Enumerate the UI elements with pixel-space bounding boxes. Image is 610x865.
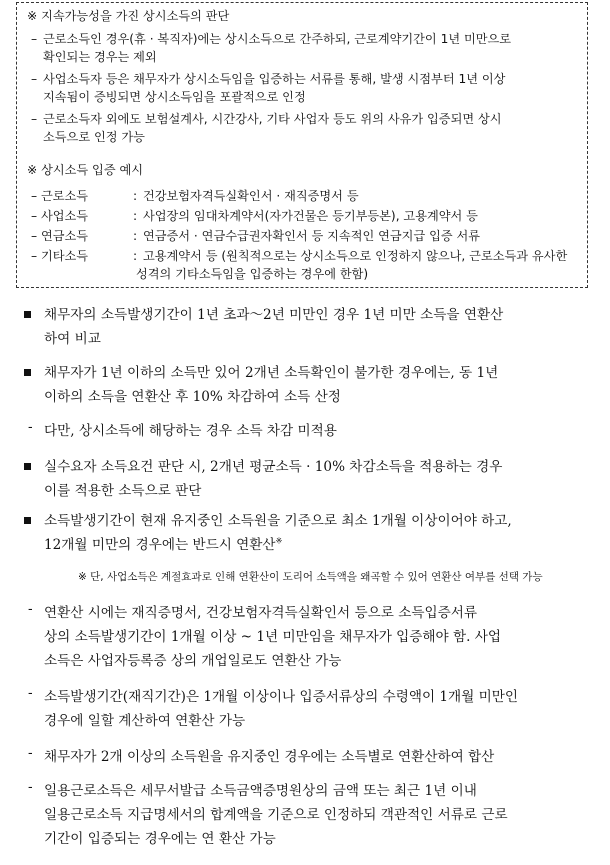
example-value: 연금증서 · 연금수급권자확인서 등 지속적인 연금지급 입증 서류 (142, 229, 481, 243)
bullet-square-icon (24, 463, 31, 470)
footnote-marker: ※ (275, 536, 283, 546)
example-key: 사업소득 (40, 209, 89, 223)
example-value: 고용계약서 등 (원칙적으로는 상시소득으로 인정하지 않으나, 근로소득과 유사한 (142, 249, 568, 263)
dash-marker: - (28, 419, 33, 435)
box-item-line: 지속됨이 증빙되면 상시소득임을 포괄적으로 인정 (43, 90, 306, 104)
bullet-text: 채무자가 1년 이하의 소득만 있어 2개년 소득확인이 불가한 경우에는, 동 1년 (44, 365, 499, 381)
example-value: 사업장의 임대차계약서(자가건물은 등기부등본), 고용계약서 등 (142, 209, 478, 223)
dash-marker: – (31, 32, 38, 46)
box-item-line: 근로소득자 외에도 보험설계사, 시간강사, 기타 사업자 등도 위의 사유가 입증되면 상시 (43, 112, 502, 126)
dash-text: 연환산 시에는 재직증명서, 건강보험자격득실확인서 등으로 소득입증서류 (44, 605, 478, 621)
example-continuation: 성격의 기타소득임을 입증하는 경우에 한함) (136, 267, 369, 281)
bullet-text: 이를 적용한 소득으로 판단 (44, 483, 202, 499)
dash-text: 일용근로소득 지급명세서의 합계액을 기준으로 인정하되 객관적인 서류로 근로 (44, 807, 508, 823)
bullet-text: 채무자의 소득발생기간이 1년 초과～2년 미만인 경우 1년 미만 소득을 연환산 (44, 307, 504, 323)
dash-marker: - (28, 745, 33, 761)
box-item-line: 사업소득자 등은 채무자가 상시소득임을 입증하는 서류를 통해, 발생 시점부터 1년 이상 (43, 72, 506, 86)
bullet-text: 하여 비교 (44, 331, 101, 347)
dash-marker: - (28, 601, 33, 617)
dash-text: 경우에 일할 계산하여 연환산 가능 (44, 713, 246, 729)
box-heading-examples: ※ 상시소득 입증 예시 (27, 163, 144, 177)
dash-marker: - (28, 685, 33, 701)
box-item-line: 근로소득인 경우(휴 · 복직자)에는 상시소득으로 간주하되, 근로계약기간이 1년 미만으로 (43, 32, 512, 46)
dash-text: 소득발생기간(재직기간)은 1개월 이상이나 입증서류상의 수령액이 1개월 미만인 (44, 689, 519, 705)
dash-text: 기간이 입증되는 경우에는 연 환산 가능 (44, 831, 276, 847)
bullet-text-line: 12개월 미만의 경우에는 반드시 연환산 (44, 537, 276, 553)
dash-text: 상의 소득발생기간이 1개월 이상 ~ 1년 미만임을 채무자가 입증해야 함. 사업 (44, 629, 502, 645)
dash-marker: – (31, 112, 38, 126)
example-row: – 사업소득 : 사업장의 임대차계약서(자가건물은 등기부등본), 고용계약서 등 (31, 209, 478, 223)
box-item-line: 소득으로 인정 가능 (43, 130, 145, 144)
bullet-text: 이하의 소득을 연환산 후 10% 차감하여 소득 산정 (44, 389, 341, 405)
example-row: – 연금소득 : 연금증서 · 연금수급권자확인서 등 지속적인 연금지급 입증 서류 (31, 229, 481, 243)
bullet-text (44, 533, 282, 553)
dash-marker: - (28, 779, 33, 795)
dash-text: 소득은 사업자등록증 상의 개업일로도 연환산 가능 (44, 653, 342, 669)
bullet-square-icon (24, 311, 31, 318)
example-key: 기타소득 (40, 249, 89, 263)
bullet-square-icon (24, 369, 31, 376)
example-key: 연금소득 (40, 229, 89, 243)
footnote-text: ※ 단, 사업소득은 계절효과로 인해 연환산이 도리어 소득액을 왜곡할 수 있어 연환산 여부를 선택 가능 (78, 571, 543, 583)
example-value: 건강보험자격득실확인서 · 재직증명서 등 (142, 189, 359, 203)
note-box (16, 2, 588, 288)
box-item-line: 확인되는 경우는 제외 (43, 50, 157, 64)
bullet-square-icon (24, 517, 31, 524)
example-row: – 기타소득 : 고용계약서 등 (원칙적으로는 상시소득으로 인정하지 않으나, 근로소득과 유사한 (31, 249, 568, 263)
box-heading-sustainability: ※ 지속가능성을 가진 상시소득의 판단 (27, 9, 230, 23)
dash-text: 다만, 상시소득에 해당하는 경우 소득 차감 미적용 (44, 423, 337, 439)
bullet-text: 실수요자 소득요건 판단 시, 2개년 평균소득 · 10% 차감소득을 적용하는 경우 (44, 459, 503, 475)
dash-marker: – (31, 72, 38, 86)
example-key: 근로소득 (40, 189, 89, 203)
example-row: – 근로소득 : 건강보험자격득실확인서 · 재직증명서 등 (31, 189, 359, 203)
dash-text: 채무자가 2개 이상의 소득원을 유지중인 경우에는 소득별로 연환산하여 합산 (44, 749, 495, 765)
dash-text: 일용근로소득은 세무서발급 소득금액증명원상의 금액 또는 최근 1년 이내 (44, 783, 477, 799)
bullet-text: 소득발생기간이 현재 유지중인 소득원을 기준으로 최소 1개월 이상이어야 하고, (44, 513, 512, 529)
